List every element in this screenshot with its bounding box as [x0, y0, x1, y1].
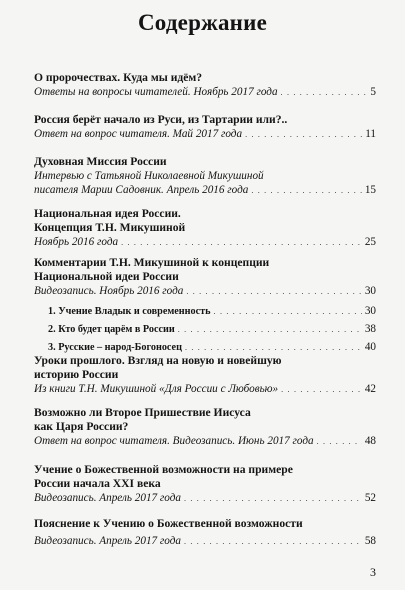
entry-source: Ноябрь 2016 года	[34, 236, 119, 249]
page-ref: 30	[364, 285, 376, 298]
toc-entry	[34, 517, 376, 549]
page-ref: 42	[364, 383, 376, 396]
leader-dots	[251, 184, 361, 198]
entry-source: Из книги Т.Н. Микушиной «Для России с Любовью»	[34, 383, 279, 396]
entry-heading: Возможно ли Второе Пришествие Иисуса	[34, 406, 251, 419]
entry-heading: О пророчествах. Куда мы идём?	[34, 71, 203, 84]
page-ref: 40	[364, 341, 376, 354]
page-ref: 30	[364, 304, 376, 317]
entry-row	[34, 183, 376, 198]
leader-dots	[281, 86, 368, 100]
entry-row	[34, 127, 376, 142]
toc-entry	[34, 155, 376, 199]
entry-heading: Комментарии Т.Н. Микушиной к концепции	[34, 256, 270, 269]
leader-dots	[178, 323, 362, 337]
toc-subitem	[48, 340, 376, 355]
leader-dots	[184, 535, 362, 549]
entry-source: Ответ на вопрос читателя. Видеозапись. Июнь 2017 года	[34, 435, 314, 448]
entry-row	[34, 85, 376, 100]
toc-entry	[34, 113, 376, 142]
entry-row	[34, 491, 376, 506]
leader-dots	[281, 383, 362, 397]
subitem-label: 2. Кто будет царём в России	[48, 323, 175, 335]
page-ref: 25	[364, 236, 376, 249]
entry-heading: Национальная идея России.	[34, 207, 181, 220]
entry-heading: Пояснение к Учению о Божественной возможности	[34, 517, 303, 530]
entry-source: Видеозапись. Апрель 2017 года	[34, 492, 181, 505]
page-ref: 58	[364, 535, 376, 548]
entry-heading-line2: историю России	[34, 368, 119, 382]
subitem-label: 1. Учение Владык и современность	[48, 305, 211, 317]
entry-heading: Уроки прошлого. Взгляд на новую и новейшую	[34, 354, 282, 367]
toc-entry	[34, 463, 376, 507]
entry-row	[34, 284, 376, 299]
page-title: Содержание	[138, 10, 267, 35]
toc-entry	[34, 406, 376, 450]
entry-source: Видеозапись. Апрель 2017 года	[34, 535, 181, 548]
subitem-label: 3. Русские – народ-Богоносец	[48, 342, 182, 354]
toc-entry	[34, 256, 376, 355]
leader-dots	[214, 305, 362, 319]
entry-row	[34, 534, 376, 549]
page-ref: 52	[364, 492, 376, 505]
page-ref: 15	[364, 184, 376, 197]
entry-heading-line2: Концепция Т.Н. Микушиной	[34, 221, 186, 235]
entry-source: писателя Марии Садовник. Апрель 2016 года	[34, 184, 249, 197]
leader-dots	[186, 285, 361, 299]
entry-source: Видеозапись. Ноябрь 2016 года	[34, 285, 184, 298]
page-ref: 5	[370, 86, 376, 99]
entry-heading: Духовная Миссия России	[34, 155, 167, 168]
page-ref: 48	[364, 435, 376, 448]
entry-source: Ответы на вопросы читателей. Ноябрь 2017 года	[34, 86, 278, 99]
entry-heading-line2: России начала XXI века	[34, 477, 161, 491]
toc-entry	[34, 207, 376, 251]
entry-row	[34, 235, 376, 250]
leader-dots	[317, 435, 362, 449]
page-number: 3	[370, 565, 376, 579]
entry-heading-line2: как Царя России?	[34, 420, 129, 434]
page-ref: 38	[364, 322, 376, 335]
leader-dots	[184, 492, 362, 506]
toc-entry	[34, 354, 376, 398]
toc-subitem	[48, 304, 376, 319]
entry-subtitle: Интервью с Татьяной Николаевной Микушиной	[34, 170, 264, 183]
entry-heading: Учение о Божественной возможности на примере	[34, 463, 293, 476]
entry-source: Ответ на вопрос читателя. Май 2017 года	[34, 128, 243, 141]
entry-heading: Россия берёт начало из Руси, из Тартарии или?..	[34, 113, 288, 126]
leader-dots	[245, 128, 362, 142]
leader-dots	[121, 236, 362, 250]
toc-subitem	[48, 322, 376, 337]
entry-row	[34, 382, 376, 397]
toc-entry	[34, 71, 376, 100]
entry-heading-line2: Национальной идеи России	[34, 270, 179, 284]
page-ref: 11	[365, 128, 376, 141]
entry-row	[34, 434, 376, 449]
